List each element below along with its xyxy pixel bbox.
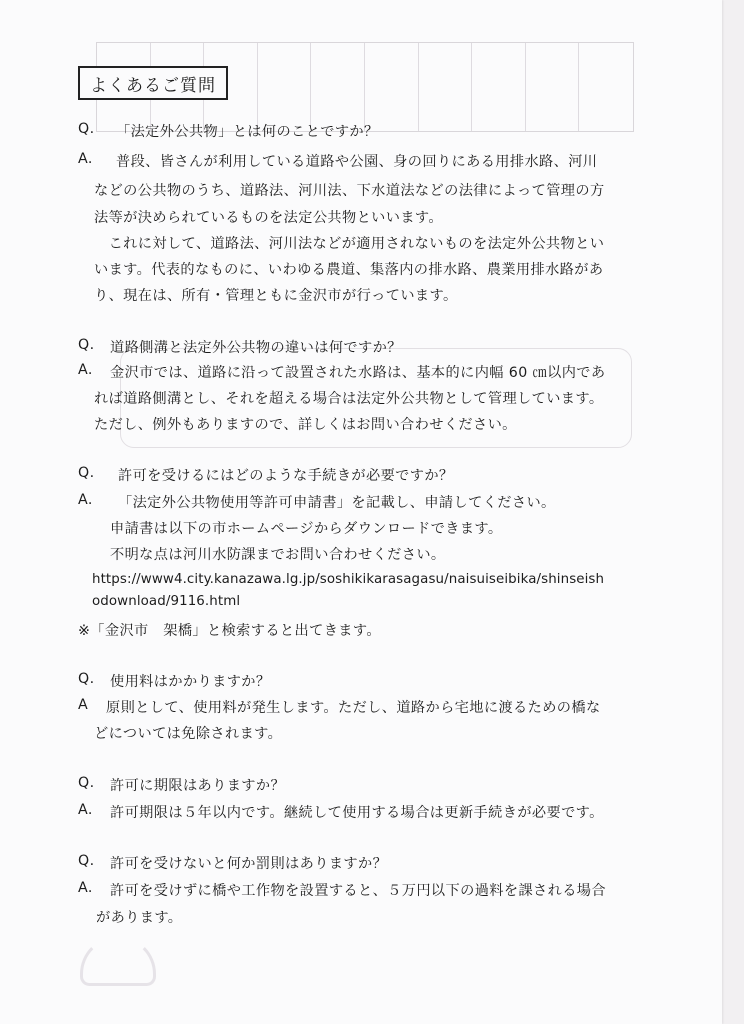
q-mark: Q.	[78, 671, 95, 687]
answer-line: 許可期限は５年以内です。継続して使用する場合は更新手続きが必要です。	[110, 805, 604, 821]
answer-line: 許可を受けずに橋や工作物を設置すると、５万円以下の過料を課される場合	[110, 883, 606, 899]
answer-line: 不明な点は河川水防課までお問い合わせください。	[110, 547, 446, 563]
question-text: 許可を受けないと何か罰則はありますか？	[110, 856, 388, 872]
search-note: ※「金沢市 架橋」と検索すると出てきます。	[78, 623, 381, 639]
page-title: よくあるご質問	[78, 66, 228, 100]
q-mark: Q.	[78, 853, 95, 869]
q-mark: Q.	[78, 121, 95, 137]
answer-line: などの公共物のうち、道路法、河川法、下水道法などの法律によって管理の方	[94, 183, 605, 199]
a-mark: A.	[78, 492, 93, 508]
answer-line: があります。	[96, 910, 183, 926]
question-text: 「法定外公共物」とは何のことですか？	[116, 124, 379, 140]
a-mark: A	[78, 697, 89, 713]
a-mark: A.	[78, 880, 93, 896]
answer-line: 「法定外公共物使用等許可申請書」を記載し、申請してください。	[118, 495, 556, 511]
answer-line: 金沢市では、道路に沿って設置された水路は、基本的に内幅 60 ㎝以内であ	[110, 365, 606, 381]
answer-line: 普段、皆さんが利用している道路や公園、身の回りにある用排水路、河川	[116, 154, 598, 170]
answer-line: 法等が決められているものを法定公共物といいます。	[94, 210, 443, 226]
url-line: odownload/9116.html	[92, 594, 241, 609]
a-mark: A.	[78, 151, 93, 167]
answer-line: これに対して、道路法、河川法などが適用されないものを法定外公共物とい	[94, 236, 605, 252]
a-mark: A.	[78, 362, 93, 378]
answer-line: どについては免除されます。	[94, 726, 283, 742]
answer-line: います。代表的なものに、いわゆる農道、集落内の排水路、農業用排水路があ	[94, 262, 604, 278]
answer-line: 原則として、使用料が発生します。ただし、道路から宅地に渡るための橋な	[106, 700, 601, 716]
question-text: 許可に期限はありますか？	[110, 778, 286, 794]
q-mark: Q.	[78, 775, 95, 791]
answer-line: ただし、例外もありますので、詳しくはお問い合わせください。	[94, 417, 517, 433]
bleed-through-swirl	[80, 936, 156, 986]
answer-line: り、現在は、所有・管理ともに金沢市が行っています。	[94, 288, 458, 304]
question-text: 道路側溝と法定外公共物の違いは何ですか？	[110, 340, 402, 356]
question-text: 許可を受けるにはどのような手続きが必要ですか？	[118, 468, 454, 484]
q-mark: Q.	[78, 465, 95, 481]
answer-line: れば道路側溝とし、それを超える場合は法定外公共物として管理しています。	[94, 391, 604, 407]
question-text: 使用料はかかりますか？	[110, 674, 271, 690]
answer-line: 申請書は以下の市ホームページからダウンロードできます。	[110, 521, 503, 537]
q-mark: Q.	[78, 337, 95, 353]
url-line: https://www4.city.kanazawa.lg.jp/soshikikarasagasu/naisuiseibika/shinseish	[92, 572, 605, 587]
a-mark: A.	[78, 802, 93, 818]
